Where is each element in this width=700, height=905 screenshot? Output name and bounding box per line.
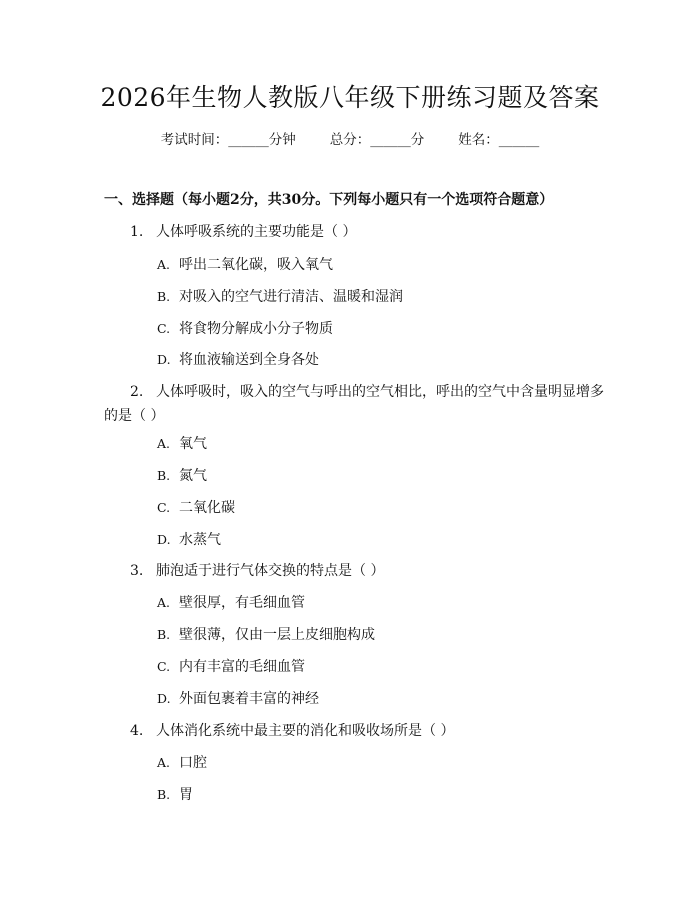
option-letter: A.	[157, 755, 171, 770]
question-2-option-d	[157, 530, 221, 550]
option-text: 氧气	[179, 436, 207, 452]
question-4-option-b	[157, 785, 193, 805]
option-text: 对吸入的空气进行清洁、温暖和湿润	[179, 289, 403, 305]
question-1-option-d	[157, 350, 319, 370]
question-text-continued: 的是（ ）	[104, 408, 165, 424]
option-text: 呼出二氧化碳，吸入氧气	[179, 257, 333, 273]
option-letter: D.	[157, 532, 171, 547]
question-3-option-d	[157, 689, 319, 709]
question-1-option-c	[157, 319, 333, 339]
question-number: 3.	[130, 563, 144, 579]
exam-time-label: 考试时间：______分钟	[160, 132, 296, 148]
option-text: 胃	[179, 787, 193, 803]
section-heading: 一、选择题（每小题2分，共30分。下列每小题只有一个选项符合题意）	[104, 192, 554, 208]
page-title: 2026年生物人教版八年级下册练习题及答案	[100, 83, 600, 112]
option-letter: B.	[157, 627, 171, 642]
question-3-option-b	[157, 625, 375, 645]
option-letter: D.	[157, 352, 171, 367]
exam-meta	[0, 130, 700, 150]
student-name-label: 姓名：______	[458, 132, 540, 148]
option-text: 壁很厚，有毛细血管	[179, 595, 305, 611]
question-1-option-a	[157, 255, 333, 275]
option-letter: A.	[157, 257, 171, 272]
question-3-option-a	[157, 593, 305, 613]
question-2	[104, 382, 604, 426]
option-text: 内有丰富的毛细血管	[179, 659, 305, 675]
option-text: 将食物分解成小分子物质	[179, 321, 333, 337]
question-3-option-c	[157, 657, 305, 677]
question-2-option-c	[157, 498, 235, 518]
question-4	[104, 721, 604, 741]
question-number: 4.	[130, 723, 144, 739]
option-text: 二氧化碳	[179, 500, 235, 516]
question-1-option-b	[157, 287, 403, 307]
question-text: 人体消化系统中最主要的消化和吸收场所是（ ）	[156, 723, 455, 739]
question-number: 2.	[130, 384, 144, 400]
option-text: 氮气	[179, 468, 207, 484]
total-score-label: 总分：______分	[329, 132, 425, 148]
option-letter: B.	[157, 289, 171, 304]
question-2-option-a	[157, 434, 207, 454]
question-number: 1.	[130, 224, 144, 240]
option-letter: A.	[157, 436, 171, 451]
question-4-option-a	[157, 753, 207, 773]
option-text: 壁很薄，仅由一层上皮细胞构成	[179, 627, 375, 643]
question-1	[104, 222, 604, 242]
question-text: 人体呼吸系统的主要功能是（ ）	[156, 224, 357, 240]
question-text: 人体呼吸时，吸入的空气与呼出的空气相比，呼出的空气中含量明显增多	[156, 384, 604, 400]
option-letter: D.	[157, 691, 171, 706]
option-letter: B.	[157, 787, 171, 802]
option-letter: A.	[157, 595, 171, 610]
option-letter: C.	[157, 321, 171, 336]
option-letter: C.	[157, 500, 171, 515]
question-3	[104, 561, 604, 581]
question-2-option-b	[157, 466, 207, 486]
option-letter: C.	[157, 659, 171, 674]
question-text: 肺泡适于进行气体交换的特点是（ ）	[156, 563, 385, 579]
option-text: 将血液输送到全身各处	[179, 352, 319, 368]
option-text: 口腔	[179, 755, 207, 771]
option-letter: B.	[157, 468, 171, 483]
option-text: 外面包裹着丰富的神经	[179, 691, 319, 707]
option-text: 水蒸气	[179, 532, 221, 548]
